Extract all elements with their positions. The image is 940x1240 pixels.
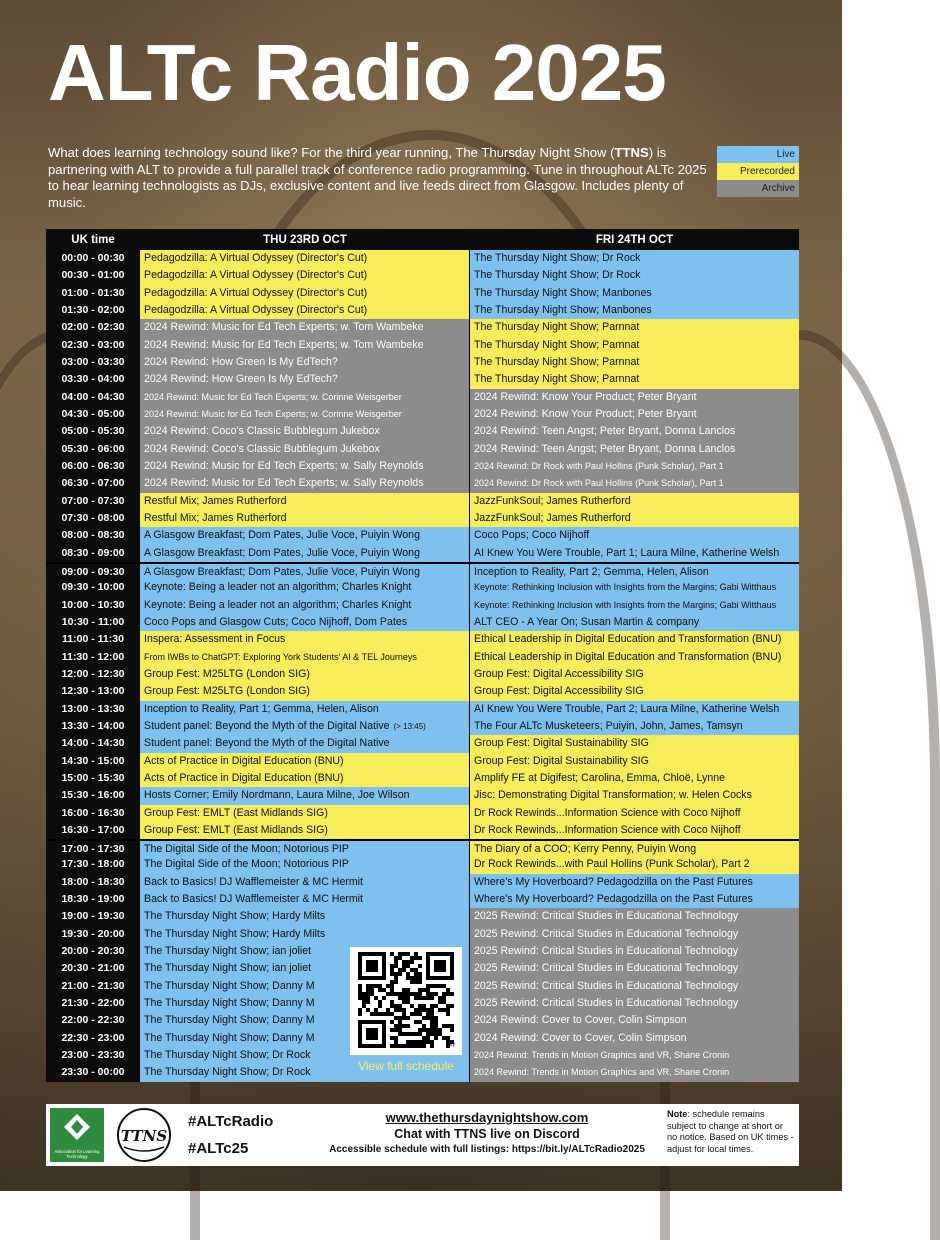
thu-program-title: Group Fest: EMLT (East Midlands SIG) — [144, 806, 328, 819]
fri-program-cell: Group Fest: Digital Sustainability SIG — [470, 735, 799, 752]
schedule-row — [46, 475, 799, 492]
thu-program-cell — [140, 389, 470, 406]
fri-program-cell: 2025 Rewind: Critical Studies in Educational Technology — [470, 926, 799, 943]
fri-program-cell: 2024 Rewind: Dr Rock with Paul Hollins (Punk Scholar), Part 1 — [470, 458, 799, 475]
alt-logo — [50, 1108, 104, 1162]
page-title: ALTc Radio 2025 — [48, 28, 666, 117]
schedule-row — [46, 631, 799, 648]
thu-program-title: Coco Pops and Glasgow Cuts; Coco Nijhoff, Dom Pates — [144, 615, 408, 628]
time-cell: 16:30 - 17:00 — [46, 822, 140, 839]
thu-program-title: From IWBs to ChatGPT: Exploring York Students' AI & TEL Journeys — [144, 651, 417, 662]
thu-program-cell — [140, 649, 470, 666]
thu-program-cell — [140, 458, 470, 475]
schedule-row — [46, 839, 799, 856]
time-cell: 23:00 - 23:30 — [46, 1047, 140, 1064]
schedule-header — [46, 229, 799, 250]
header-thu: THU 23RD OCT — [263, 233, 347, 246]
thu-program-cell — [140, 597, 470, 614]
thu-program-title: 2024 Rewind: How Green Is My EdTech? — [144, 355, 338, 368]
fri-program-cell: 2024 Rewind: Dr Rock with Paul Hollins (Punk Scholar), Part 1 — [470, 475, 799, 492]
time-cell: 17:00 - 17:30 — [46, 841, 140, 856]
fri-program-cell: Ethical Leadership in Digital Education and Transformation (BNU) — [470, 649, 799, 666]
fri-program-cell: The Thursday Night Show; Parnnat — [470, 319, 799, 336]
time-cell: 10:00 - 10:30 — [46, 597, 140, 614]
fri-program-cell: 2024 Rewind: Trends in Motion Graphics and VR, Shane Cronin — [470, 1064, 799, 1081]
schedule-row — [46, 649, 799, 666]
schedule-row — [46, 822, 799, 839]
thu-program-cell — [140, 441, 470, 458]
thu-program-title: Keynote: Being a leader not an algorithm; Charles Knight — [144, 581, 412, 594]
time-cell: 22:00 - 22:30 — [46, 1012, 140, 1029]
fri-program-cell: Keynote: Rethinking Inclusion with Insights from the Margins; Gabi Witthaus — [470, 597, 799, 614]
show-url-link[interactable]: www.thethursdaynightshow.com — [385, 1110, 589, 1125]
time-cell: 07:00 - 07:30 — [46, 493, 140, 510]
schedule-row — [46, 389, 799, 406]
time-cell: 04:00 - 04:30 — [46, 389, 140, 406]
thu-program-title: Back to Basics! DJ Wafflemeister & MC Hermit — [144, 875, 363, 888]
thu-program-cell — [140, 564, 470, 579]
thu-program-cell — [140, 822, 470, 839]
fri-program-cell: Ethical Leadership in Digital Education and Transformation (BNU) — [470, 631, 799, 648]
qr-mark: bitly — [446, 1042, 455, 1048]
schedule-row — [46, 579, 799, 596]
thu-program-title: Student panel: Beyond the Myth of the Digital Native — [144, 719, 390, 732]
fri-program-cell: 2025 Rewind: Critical Studies in Educational Technology — [470, 978, 799, 995]
time-cell: 15:00 - 15:30 — [46, 770, 140, 787]
thu-program-cell — [140, 874, 470, 891]
thu-program-title: The Thursday Night Show; Hardy Milts — [144, 927, 326, 940]
fri-program-cell: 2024 Rewind: Know Your Product; Peter Bryant — [470, 406, 799, 423]
thu-program-title: Group Fest: M25LTG (London SIG) — [144, 667, 310, 680]
time-cell: 10:30 - 11:00 — [46, 614, 140, 631]
schedule-row — [46, 527, 799, 544]
alt-logo-icon — [50, 1108, 104, 1146]
thu-program-title: Restful Mix; James Rutherford — [144, 494, 287, 507]
time-cell: 09:00 - 09:30 — [46, 564, 140, 579]
time-cell: 21:00 - 21:30 — [46, 978, 140, 995]
header-fri: FRI 24TH OCT — [595, 233, 674, 246]
ttns-logo — [116, 1107, 172, 1163]
schedule-row — [46, 267, 799, 284]
time-cell: 08:00 - 08:30 — [46, 527, 140, 544]
thu-program-title: The Thursday Night Show; Dr Rock — [144, 1049, 311, 1062]
schedule-row — [46, 458, 799, 475]
thu-program-title: The Thursday Night Show; Danny M — [144, 979, 315, 992]
fri-program-cell: The Thursday Night Show; Manbones — [470, 302, 799, 319]
ttns-logo-text: TTNS — [120, 1127, 168, 1145]
fri-program-cell: The Thursday Night Show; Parnnat — [470, 371, 799, 388]
thu-program-cell — [140, 841, 470, 856]
time-cell: 00:00 - 00:30 — [46, 250, 140, 267]
schedule-row — [46, 354, 799, 371]
fri-program-cell: AI Knew You Were Trouble, Part 1; Laura Milne, Katherine Welsh — [470, 545, 799, 562]
thu-program-title: A Glasgow Breakfast; Dom Pates, Julie Voce, Puiyin Wong — [144, 529, 420, 542]
thu-program-cell — [140, 614, 470, 631]
footer — [46, 1104, 799, 1166]
fri-program-cell: The Thursday Night Show; Dr Rock — [470, 250, 799, 267]
schedule-row — [46, 337, 799, 354]
fri-program-cell: Jisc: Demonstrating Digital Transformation; w. Helen Cocks — [470, 787, 799, 804]
fri-program-cell: Keynote: Rethinking Inclusion with Insights from the Margins; Gabi Witthaus — [470, 579, 799, 596]
schedule-row — [46, 302, 799, 319]
thu-program-title: 2024 Rewind: Coco's Classic Bubblegum Jukebox — [144, 425, 380, 438]
fri-program-cell: The Thursday Night Show; Manbones — [470, 285, 799, 302]
thu-program-title: The Digital Side of the Moon; Notorious PIP — [144, 858, 349, 871]
alt-logo-text: Association for Learning Technology — [54, 1149, 100, 1159]
thu-program-cell — [140, 753, 470, 770]
thu-program-cell — [140, 267, 470, 284]
legend — [717, 146, 799, 197]
time-cell: 06:00 - 06:30 — [46, 458, 140, 475]
fri-program-cell: 2024 Rewind: Teen Angst; Peter Bryant, Donna Lanclos — [470, 441, 799, 458]
schedule-row — [46, 250, 799, 267]
thu-program-title: Hosts Corner; Emily Nordmann, Laura Milne, Joe Wilson — [144, 789, 410, 802]
thu-program-title: Pedagodzilla: A Virtual Odyssey (Director's Cut) — [144, 269, 368, 282]
thu-program-title: 2024 Rewind: Music for Ed Tech Experts; w. Tom Wambeke — [144, 321, 424, 334]
thu-program-cell — [140, 891, 470, 908]
legend-archive: Archive — [717, 180, 799, 197]
thu-program-cell — [140, 302, 470, 319]
time-cell: 20:30 - 21:00 — [46, 960, 140, 977]
time-cell: 05:00 - 05:30 — [46, 423, 140, 440]
schedule-row — [46, 735, 799, 752]
fri-program-cell: 2025 Rewind: Critical Studies in Educational Technology — [470, 995, 799, 1012]
schedule-row — [46, 874, 799, 891]
time-cell: 02:30 - 03:00 — [46, 337, 140, 354]
thu-program-cell — [140, 371, 470, 388]
schedule-row — [46, 614, 799, 631]
schedule-row — [46, 805, 799, 822]
time-cell: 04:30 - 05:00 — [46, 406, 140, 423]
schedule-row — [46, 718, 799, 735]
schedule-row — [46, 891, 799, 908]
schedule-row — [46, 856, 799, 873]
thu-program-cell — [140, 683, 470, 700]
thu-program-title: A Glasgow Breakfast; Dom Pates, Julie Voce, Puiyin Wong — [144, 546, 420, 559]
time-cell: 12:30 - 13:00 — [46, 683, 140, 700]
thu-program-title: The Thursday Night Show; Danny M — [144, 997, 315, 1010]
fri-program-cell: Group Fest: Digital Accessibility SIG — [470, 666, 799, 683]
note-text: : schedule remains subject to change at short or no notice. Based on UK times - adjust for local times. — [667, 1109, 794, 1154]
thu-program-cell — [140, 423, 470, 440]
time-cell: 21:30 - 22:00 — [46, 995, 140, 1012]
fri-program-cell: Group Fest: Digital Accessibility SIG — [470, 683, 799, 700]
thu-program-cell — [140, 475, 470, 492]
schedule-row — [46, 597, 799, 614]
fri-program-cell: JazzFunkSoul; James Rutherford — [470, 493, 799, 510]
intro-part: What does learning technology sound like? For the third year running, The Thursday Night Show ( — [48, 145, 615, 160]
intro-abbr: TTNS — [614, 145, 649, 160]
thu-program-cell — [140, 926, 470, 943]
schedule-row — [46, 510, 799, 527]
fri-program-cell: Inception to Reality, Part 2; Gemma, Helen, Alison — [470, 564, 799, 579]
thu-program-title: A Glasgow Breakfast; Dom Pates, Julie Voce, Puiyin Wong — [144, 565, 420, 578]
fri-program-cell: Coco Pops; Coco Nijhoff — [470, 527, 799, 544]
accessible-schedule-link[interactable]: Accessible schedule with full listings: https://bit.ly/ALTcRadio2025 — [329, 1144, 645, 1155]
thu-program-cell — [140, 805, 470, 822]
thu-program-title: 2024 Rewind: Music for Ed Tech Experts; w. Sally Reynolds — [144, 477, 424, 490]
thu-program-cell — [140, 666, 470, 683]
thu-program-title: Pedagodzilla: A Virtual Odyssey (Director's Cut) — [144, 252, 368, 264]
time-cell: 03:30 - 04:00 — [46, 371, 140, 388]
thu-program-cell — [140, 493, 470, 510]
thu-program-title: Acts of Practice in Digital Education (BNU) — [144, 771, 344, 784]
time-cell: 19:00 - 19:30 — [46, 908, 140, 925]
time-cell: 07:30 - 08:00 — [46, 510, 140, 527]
thu-program-title: Pedagodzilla: A Virtual Odyssey (Director's Cut) — [144, 286, 368, 299]
fri-program-cell: The Thursday Night Show; Dr Rock — [470, 267, 799, 284]
hashtag-altc25: #ALTc25 — [188, 1140, 249, 1157]
fri-program-cell: The Diary of a COO; Kerry Penny, Puiyin Wong — [470, 841, 799, 856]
thu-program-title: Restful Mix; James Rutherford — [144, 511, 287, 524]
fri-program-cell: 2024 Rewind: Teen Angst; Peter Bryant, Donna Lanclos — [470, 423, 799, 440]
time-cell: 11:30 - 12:00 — [46, 649, 140, 666]
legend-live: Live — [717, 146, 799, 163]
thu-program-cell — [140, 579, 470, 596]
fri-program-cell: JazzFunkSoul; James Rutherford — [470, 510, 799, 527]
qr-caption[interactable]: View full schedule — [358, 1059, 454, 1073]
time-cell: 00:30 - 01:00 — [46, 267, 140, 284]
time-cell: 13:30 - 14:00 — [46, 718, 140, 735]
fri-program-cell: Group Fest: Digital Sustainability SIG — [470, 753, 799, 770]
thu-program-title: 2024 Rewind: Music for Ed Tech Experts; w. Corinne Weisgerber — [144, 391, 402, 402]
schedule-row — [46, 787, 799, 804]
schedule-row — [46, 423, 799, 440]
thu-program-cell — [140, 787, 470, 804]
qr-pattern — [358, 952, 454, 1048]
thu-program-title: 2024 Rewind: Music for Ed Tech Experts; w. Corinne Weisgerber — [144, 408, 402, 419]
schedule-note — [667, 1109, 795, 1155]
intro-part: ) is partnering with ALT to provide a full parallel track of conference radio programming. Tune in throughout ALTc 2025 to hear learning technologists as DJs, exclusive content and live feeds direct from Glasgow. Includes plenty of music. — [48, 145, 707, 210]
thu-program-title: The Digital Side of the Moon; Notorious PIP — [144, 843, 349, 856]
thu-program-title: Inspera: Assessment in Focus — [144, 633, 286, 646]
thu-program-title: The Thursday Night Show; Danny M — [144, 1014, 315, 1027]
thu-program-cell — [140, 406, 470, 423]
fri-program-cell: 2025 Rewind: Critical Studies in Educational Technology — [470, 943, 799, 960]
schedule-row — [46, 493, 799, 510]
fri-program-cell: 2024 Rewind: Trends in Motion Graphics and VR, Shane Cronin — [470, 1047, 799, 1064]
fri-program-cell: 2024 Rewind: Cover to Cover, Colin Simpson — [470, 1012, 799, 1029]
fri-program-cell: The Thursday Night Show; Parnnat — [470, 354, 799, 371]
thu-program-cell — [140, 856, 470, 873]
schedule-row — [46, 666, 799, 683]
thu-program-title: 2024 Rewind: Music for Ed Tech Experts; w. Tom Wambeke — [144, 338, 424, 351]
time-cell: 18:30 - 19:00 — [46, 891, 140, 908]
thu-program-cell — [140, 527, 470, 544]
fri-program-cell: Amplify FE at Digifest; Carolina, Emma, Chloë, Lynne — [470, 770, 799, 787]
thu-program-title: Group Fest: M25LTG (London SIG) — [144, 685, 310, 698]
thu-program-title: Acts of Practice in Digital Education (BNU) — [144, 754, 344, 767]
time-cell: 06:30 - 07:00 — [46, 475, 140, 492]
discord-text: Chat with TTNS live on Discord — [394, 1127, 580, 1141]
intro-text — [48, 145, 708, 211]
time-cell: 14:30 - 15:00 — [46, 753, 140, 770]
hashtag-altcradio: #ALTcRadio — [188, 1113, 274, 1130]
time-cell: 15:30 - 16:00 — [46, 787, 140, 804]
fri-program-cell: 2025 Rewind: Critical Studies in Educational Technology — [470, 908, 799, 925]
time-cell: 14:00 - 14:30 — [46, 735, 140, 752]
fri-program-cell: Dr Rock Rewinds...Information Science with Coco Nijhoff — [470, 805, 799, 822]
fri-program-cell: 2024 Rewind: Know Your Product; Peter Bryant — [470, 389, 799, 406]
thu-program-title: The Thursday Night Show; Dr Rock — [144, 1066, 311, 1079]
thu-program-title: 2024 Rewind: How Green Is My EdTech? — [144, 373, 338, 386]
thu-program-title: The Thursday Night Show; Hardy Milts — [144, 910, 326, 923]
schedule-row — [46, 441, 799, 458]
time-cell: 18:00 - 18:30 — [46, 874, 140, 891]
schedule-row — [46, 562, 799, 579]
schedule-row — [46, 753, 799, 770]
time-cell: 08:30 - 09:00 — [46, 545, 140, 562]
schedule-row — [46, 285, 799, 302]
schedule-row — [46, 319, 799, 336]
fri-program-cell: Where's My Hoverboard? Pedagodzilla on the Past Futures — [470, 874, 799, 891]
thu-program-cell — [140, 735, 470, 752]
fri-program-cell: The Four ALTc Musketeers; Puiyin, John, James, Tamsyn — [470, 718, 799, 735]
fri-program-cell: 2024 Rewind: Cover to Cover, Colin Simpson — [470, 1030, 799, 1047]
thu-program-title: Group Fest: EMLT (East Midlands SIG) — [144, 823, 328, 836]
time-cell: 16:00 - 16:30 — [46, 805, 140, 822]
thu-program-cell — [140, 510, 470, 527]
thu-program-title: Pedagodzilla: A Virtual Odyssey (Director's Cut) — [144, 303, 368, 316]
schedule-row — [46, 908, 799, 925]
thu-program-cell — [140, 718, 470, 735]
thu-program-cell — [140, 250, 470, 267]
thu-program-title: The Thursday Night Show; ian joliet — [144, 962, 312, 975]
time-cell: 12:00 - 12:30 — [46, 666, 140, 683]
thu-program-cell — [140, 631, 470, 648]
header-time: UK time — [71, 233, 115, 246]
time-cell: 23:30 - 00:00 — [46, 1064, 140, 1081]
thu-program-cell — [140, 285, 470, 302]
fri-program-cell: AI Knew You Were Trouble, Part 2; Laura Milne, Katherine Welsh — [470, 701, 799, 718]
schedule-row — [46, 683, 799, 700]
thu-program-title: The Thursday Night Show; ian joliet — [144, 945, 312, 958]
schedule-row — [46, 926, 799, 943]
time-cell: 02:00 - 02:30 — [46, 319, 140, 336]
time-cell: 09:30 - 10:00 — [46, 579, 140, 596]
note-label: Note — [667, 1109, 688, 1119]
time-cell: 13:00 - 13:30 — [46, 701, 140, 718]
time-cell: 17:30 - 18:00 — [46, 856, 140, 873]
fri-program-cell: 2025 Rewind: Critical Studies in Educational Technology — [470, 960, 799, 977]
qr-code[interactable] — [350, 947, 462, 1055]
thu-program-cell — [140, 319, 470, 336]
time-cell: 01:30 - 02:00 — [46, 302, 140, 319]
thu-program-title: The Thursday Night Show; Danny M — [144, 1031, 315, 1044]
time-cell: 05:30 - 06:00 — [46, 441, 140, 458]
thu-program-cell — [140, 354, 470, 371]
schedule-row — [46, 545, 799, 562]
thu-program-title: Inception to Reality, Part 1; Gemma, Helen, Alison — [144, 702, 379, 715]
time-cell: 20:00 - 20:30 — [46, 943, 140, 960]
thu-program-title: Keynote: Being a leader not an algorithm; Charles Knight — [144, 598, 412, 611]
thu-program-cell — [140, 337, 470, 354]
thu-program-cell — [140, 908, 470, 925]
fri-program-cell: ALT CEO - A Year On; Susan Martin & company — [470, 614, 799, 631]
thu-program-title: 2024 Rewind: Coco's Classic Bubblegum Jukebox — [144, 442, 380, 455]
thu-program-title: Student panel: Beyond the Myth of the Digital Native — [144, 737, 390, 750]
time-cell: 19:30 - 20:00 — [46, 926, 140, 943]
thu-program-cell — [140, 770, 470, 787]
time-cell: 22:30 - 23:00 — [46, 1030, 140, 1047]
fri-program-cell: The Thursday Night Show; Parnnat — [470, 337, 799, 354]
time-cell: 01:00 - 01:30 — [46, 285, 140, 302]
schedule-row — [46, 371, 799, 388]
thu-program-cell — [140, 545, 470, 562]
schedule-row — [46, 770, 799, 787]
schedule-row — [46, 406, 799, 423]
fri-program-cell: Dr Rock Rewinds...with Paul Hollins (Punk Scholar), Part 2 — [470, 856, 799, 873]
thu-program-note: (> 13:45) — [393, 721, 426, 731]
thu-program-cell — [140, 701, 470, 718]
thu-program-title: Back to Basics! DJ Wafflemeister & MC Hermit — [144, 893, 363, 906]
fri-program-cell: Where's My Hoverboard? Pedagodzilla on the Past Futures — [470, 891, 799, 908]
time-cell: 11:00 - 11:30 — [46, 631, 140, 648]
thu-program-title: 2024 Rewind: Music for Ed Tech Experts; w. Sally Reynolds — [144, 459, 424, 472]
legend-prerecorded: Prerecorded — [717, 163, 799, 180]
time-cell: 03:00 - 03:30 — [46, 354, 140, 371]
schedule-row — [46, 701, 799, 718]
fri-program-cell: Dr Rock Rewinds...Information Science with Coco Nijhoff — [470, 822, 799, 839]
footer-links — [296, 1110, 678, 1157]
